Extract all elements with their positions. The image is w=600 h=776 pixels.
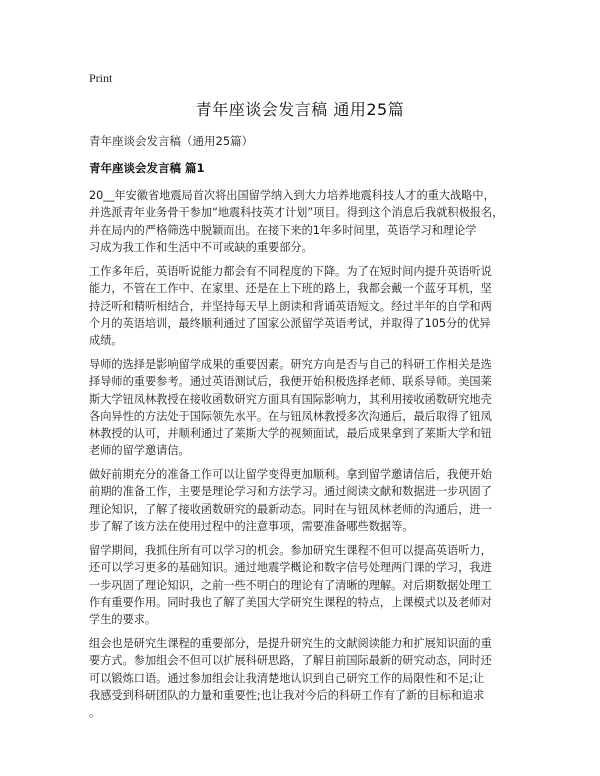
paragraph-line: 个月的英语培训，最终顺利通过了国家公派留学英语考试，并取得了105分的优异: [89, 316, 491, 330]
paragraph-line: 做好前期充分的准备工作可以让留学变得更加顺利。拿到留学邀请信后，我便开始: [89, 468, 492, 481]
paragraph-line: 前期的准备工作，主要是理论学习和方法学习。通过阅读文献和数据进一步巩固了: [89, 485, 492, 499]
paragraph-line: 我感受到科研团队的力量和重要性;也让我对今后的科研工作有了新的目标和追求: [89, 688, 485, 702]
body-paragraph: [89, 466, 525, 535]
body-paragraph: [89, 187, 525, 256]
paragraph-line: 并选派青年业务骨干参加“地震科技英才计划”项目。得到这个消息后我就积极报名，: [89, 206, 504, 220]
body-paragraph: [89, 356, 525, 460]
paragraph-line: 可以锻炼口语。通过参加组会让我清楚地认识到自己研究工作的局限性和不足;让: [89, 671, 485, 685]
paragraph-line: 一步巩固了理论知识，之前一些不明白的理论有了清晰的理解。对后期数据处理工: [89, 578, 492, 592]
paragraph-line: 作有重要作用。同时我也了解了美国大学研究生课程的特点，上课模式以及老师对: [89, 595, 492, 609]
paragraph-line: 各向异性的方法处于国际领先水平。在与钮凤林教授多次沟通后，最后取得了钮凤: [89, 409, 492, 423]
paragraph-line: 工作多年后，英语听说能力都会有不同程度的下降。为了在短时间内提升英语听说: [89, 265, 492, 278]
paragraph-line: 理论知识，了解了接收函数研究的最新动态。同时在与钮凤林老师的沟通后，进一: [89, 502, 492, 516]
paragraph-line: 步了解了该方法在使用过程中的注意事项，需要准备哪些数据等。: [89, 519, 414, 533]
paragraph-line: 老师的留学邀请信。: [89, 444, 190, 458]
paragraph-line: 。: [89, 706, 101, 720]
body-paragraph: [89, 542, 525, 628]
paragraph-line: 20__年安徽省地震局首次将出国留学纳入到大力培养地震科技人才的重大战略中，: [89, 189, 495, 202]
section-heading: 青年座谈会发言稿 篇1: [89, 161, 205, 175]
paragraph-line: 导师的选择是影响留学成果的重要因素。研究方向是否与自己的科研工作相关是选: [89, 358, 492, 371]
paragraph-line: 要方式。参加组会不但可以扩展科研思路，了解目前国际最新的研究动态，同时还: [89, 654, 492, 668]
print-link[interactable]: Print: [89, 71, 113, 85]
document-subtitle: 青年座谈会发言稿（通用25篇）: [89, 134, 254, 148]
body-paragraph: [89, 635, 525, 721]
paragraph-line: 学生的要求。: [89, 613, 157, 627]
body-paragraph: [89, 263, 525, 349]
page-title: 青年座谈会发言稿 通用25篇: [195, 100, 405, 119]
paragraph-line: 成绩。: [89, 334, 123, 348]
paragraph-line: 并在局内的严格筛选中脱颖而出。在接下来的1年多时间里，英语学习和理论学: [89, 223, 477, 237]
paragraph-line: 林教授的认可，并顺利通过了莱斯大学的视频面试，最后成果拿到了莱斯大学和钮: [89, 427, 492, 441]
paragraph-line: 习成为我工作和生活中不可或缺的重要部分。: [89, 240, 313, 254]
paragraph-line: 择导师的重要参考。通过英语测试后，我便开始积极选择老师、联系导师。美国莱: [89, 375, 492, 389]
paragraph-line: 留学期间，我抓住所有可以学习的机会。参加研究生课程不但可以提高英语听力，: [89, 544, 492, 557]
paragraph-line: 组会也是研究生课程的重要部分，是提升研究生的文献阅读能力和扩展知识面的重: [89, 637, 492, 650]
paragraph-line: 斯大学钮凤林教授在接收函数研究方面具有国际影响力，其利用接收函数研究地壳: [89, 392, 492, 406]
paragraph-line: 持泛听和精听相结合，并坚持每天早上朗读和背诵英语短文。经过半年的自学和两: [89, 299, 492, 313]
paragraph-line: 还可以学习更多的基础知识。通过地震学概论和数字信号处理两门课的学习，我进: [89, 561, 492, 575]
paragraph-line: 能力，不管在工作中、在家里、还是在上下班的路上，我都会戴一个蓝牙耳机，坚: [89, 282, 492, 296]
